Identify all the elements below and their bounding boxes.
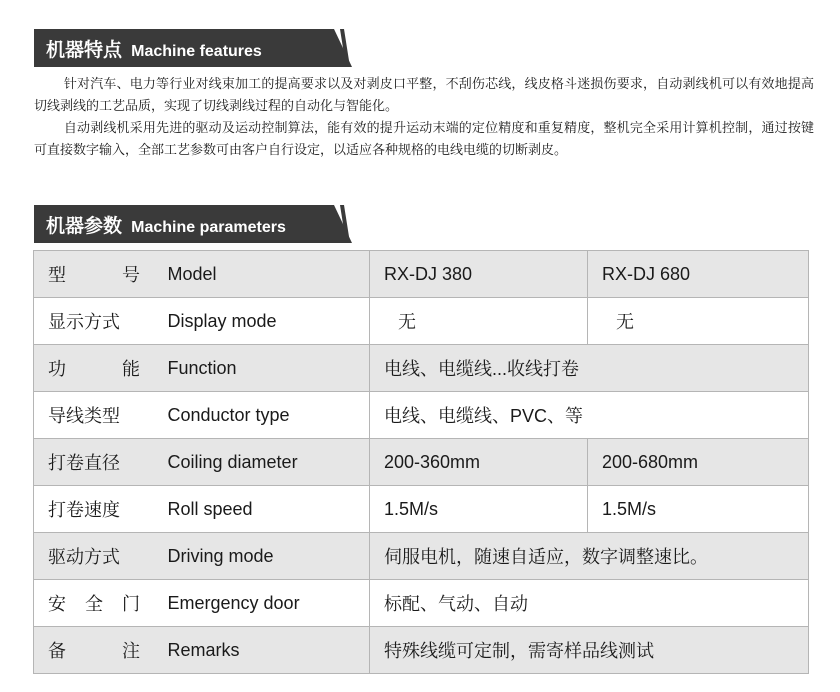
label-char: 安 (48, 594, 66, 615)
table-row-remarks (34, 627, 809, 674)
row-label-en: Coiling diameter (164, 439, 370, 486)
row-value-680: 无 (588, 298, 809, 345)
row-label-en: Emergency door (164, 580, 370, 627)
table-row-model (34, 251, 809, 298)
features-paragraph-2: 自动剥线机采用先进的驱动及运动控制算法，能有效的提升运动末端的定位精度和重复精度，整机完全采用计算机控制，通过按键可直接数字输入，全部工艺参数可由客户自行设定，以适应各种规格的电线电缆的切断剥皮。 (34, 121, 814, 158)
row-value-380: 1.5M/s (370, 486, 588, 533)
row-label-en: Conductor type (164, 392, 370, 439)
row-label-cn: 显示方式 (34, 298, 164, 345)
row-value-680: 200-680mm (588, 439, 809, 486)
row-label-cn: 导线类型 (34, 392, 164, 439)
features-header (34, 29, 352, 67)
row-label-cn (34, 627, 164, 674)
row-value-380: 无 (370, 298, 588, 345)
label-char: 型 (48, 265, 66, 286)
row-label-en: Display mode (164, 298, 370, 345)
row-value: 标配、气动、自动 (370, 580, 809, 627)
row-label-en: Model (164, 251, 370, 298)
row-label-cn (34, 345, 164, 392)
row-value: 特殊线缆可定制，需寄样品线测试 (370, 627, 809, 674)
parameters-header (34, 205, 352, 243)
row-label-cn: 打卷速度 (34, 486, 164, 533)
row-value-680: RX-DJ 680 (588, 251, 809, 298)
features-paragraph-1: 针对汽车、电力等行业对线束加工的提高要求以及对剥皮口平整，不刮伤芯线，线皮格斗迷损伤要求，自动剥线机可以有效地提高切线剥线的工艺品质，实现了切线剥线过程的自动化与智能化。 (34, 77, 814, 114)
table-row-roll-speed (34, 486, 809, 533)
row-value: 电线、电缆线、PVC、等 (370, 392, 809, 439)
row-label-cn: 打卷直径 (34, 439, 164, 486)
label-char: 备 (48, 641, 66, 662)
features-header-title (46, 35, 262, 62)
label-char: 注 (122, 641, 140, 662)
row-value: 电线、电缆线...收线打卷 (370, 345, 809, 392)
row-value: 伺服电机，随速自适应，数字调整速比。 (370, 533, 809, 580)
label-char: 号 (122, 265, 140, 286)
table-row-display-mode (34, 298, 809, 345)
row-value-380: RX-DJ 380 (370, 251, 588, 298)
table-row-conductor-type (34, 392, 809, 439)
row-label-en: Function (164, 345, 370, 392)
row-label-en: Driving mode (164, 533, 370, 580)
label-char: 能 (122, 359, 140, 380)
features-title-en: Machine features (131, 43, 262, 60)
row-value-380: 200-360mm (370, 439, 588, 486)
parameters-header-title (46, 211, 286, 238)
table-row-coiling-diameter (34, 439, 809, 486)
row-label-en: Remarks (164, 627, 370, 674)
label-char: 门 (122, 594, 140, 615)
label-char: 功 (48, 359, 66, 380)
row-label-cn (34, 580, 164, 627)
table-row-driving-mode (34, 533, 809, 580)
table-row-function (34, 345, 809, 392)
label-char: 全 (85, 594, 103, 615)
row-label-cn (34, 251, 164, 298)
parameters-title-cn: 机器参数 (46, 215, 123, 237)
row-value-680: 1.5M/s (588, 486, 809, 533)
table-row-emergency-door (34, 580, 809, 627)
features-title-cn: 机器特点 (46, 39, 123, 61)
parameters-table (33, 250, 809, 674)
row-label-en: Roll speed (164, 486, 370, 533)
features-body (34, 74, 814, 162)
row-label-cn: 驱动方式 (34, 533, 164, 580)
parameters-title-en: Machine parameters (131, 219, 286, 236)
